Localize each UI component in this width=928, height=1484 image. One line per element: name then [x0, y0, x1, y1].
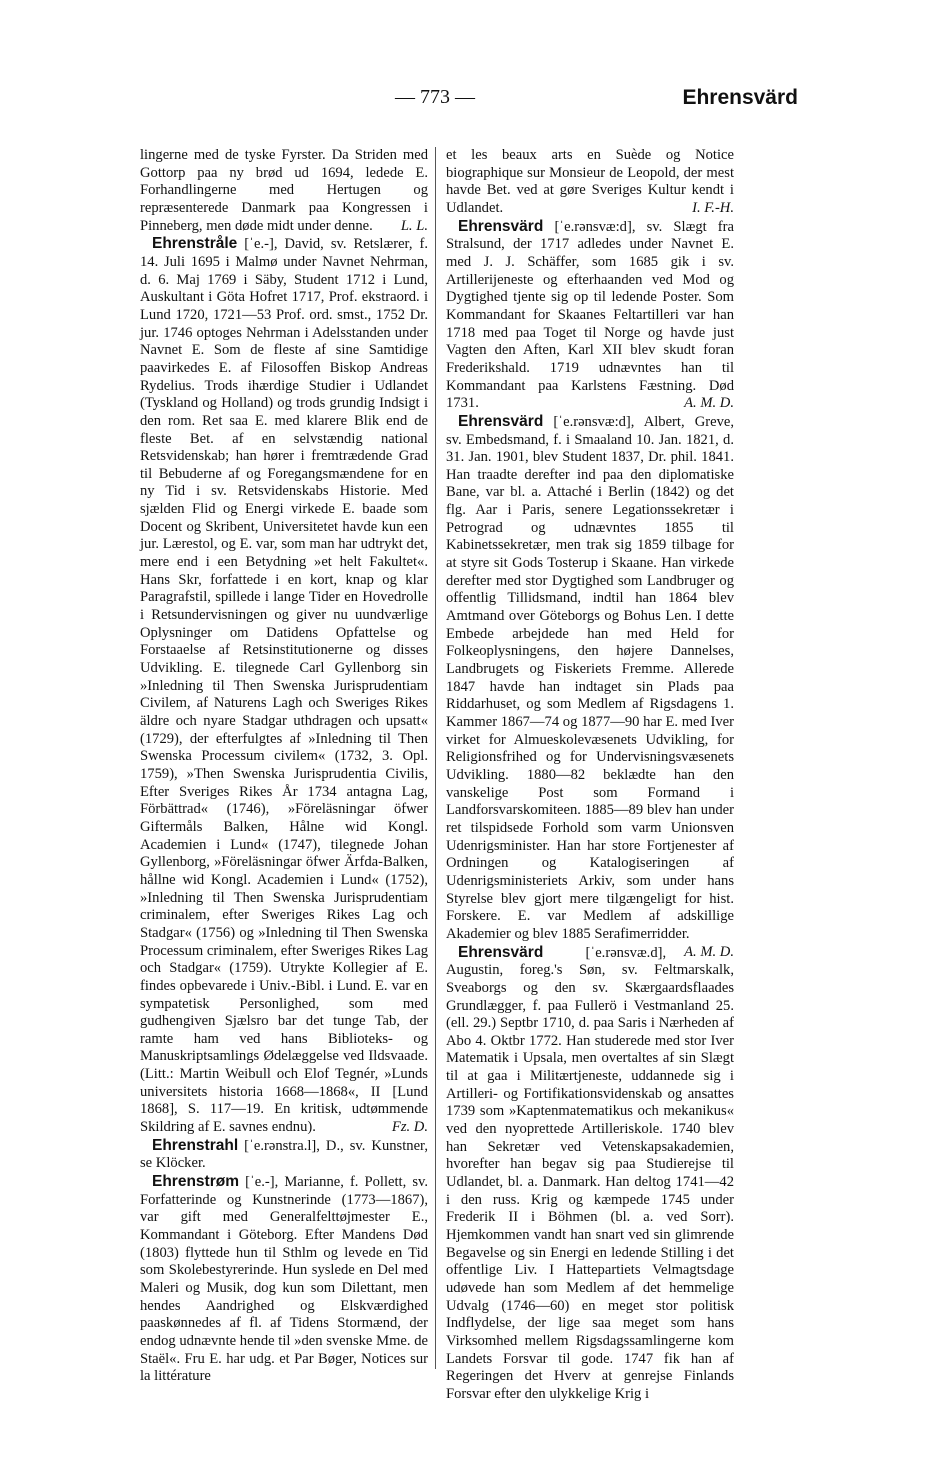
entry-text: [ˈe.rənsvæ.d], Augustin, foreg.'s Søn, sv. Feltmarskalk, Sveaborgs og den sv. Skærgaardsflaades Grundlægger, f. paa Fullerö i Vestmanland 25. (ell. 29.) Septbr 1710, d. paa Saris i Nærheden af Abo 4. Oktbr 1772. Han studerede med stor Iver Matematik i Upsala, men overtaltes af sin Slægt til at gaa i Militærtjeneste, uddannede sig i Artilleri- og Fortifikationsvidenskab og ansattes 1739 som »Kaptenmatematikus och mekanikus« ved den nyoprettede Artilleriskole. 1740 blev han Sekretær ved Vetenskapsakademien, hvorefter han begav sig paa Studierejse til Udlandet, bl. a. Danmark. Han deltog 1741—42 i den russ. Krig og kæmpede 1745 under Frederik II i Böhmen (bl. a. ved Sorr). Hjemkommen vandt han snart ved sin glimrende Begavelse og sin Energi en ledende Stilling i det offentlige Liv. I Hattepartiets Velmagtsdage udøvede han som Medlem af det hemmelige Udvalg (1746—60) en meget stor politisk Indflydelse, der lige saa meget som hans Virksomhed mellem Rigsdagssamlingerne kom Landets Forsvar til gode. 1747 fik han af Regeringen det Hverv at genrejse Finlands Forsvar efter den ulykkelige Krig i [446, 944, 734, 1402]
running-head: Ehrensvärd [682, 86, 798, 109]
entry-text: [ˈe.rənstra.l], D., sv. Kunstner, se Klöcker. [140, 1137, 428, 1172]
entry [140, 1137, 428, 1173]
entry-signature: L. L. [400, 217, 428, 234]
entry-signature: A. M. D. [684, 395, 734, 412]
entry-headword: Ehrensvärd [458, 943, 544, 961]
entry-text: [ˈe.-], Marianne, f. Pollett, sv. Forfatterinde og Kunstnerinde (1773—1867), var gift med Generalfelttøjmester E., Kommandant i Göteborg. Efter Mandens Død (1803) flyttede hun til Sthlm og levede en Tid som Skolebestyrerinde. Hun syslede en Del med Maleri og Musik, dog kun som Dilettant, men hendes Aandrighed og Elskværdighed paaskønnedes af fl. af Tidens Stormænd, der endog udnævnte hende til »den svenske Mme. de Staël«. Fru E. har udg. et Par Bøger, Notices sur la littérature [140, 1174, 428, 1385]
entry [140, 235, 428, 1136]
entry-headword: Ehrensvärd [458, 412, 544, 430]
entry-text: [ˈe.-], David, sv. Retslærer, f. 14. Juli 1695 i Malmø under Navnet Nehrman, d. 6. Maj 1769 i Säby, Student 1712 i Lund, Auskultant i Göta Hofret 1717, Prof. ekstraord. i Lund 1720, 1721—53 Prof. ord. smst., 1752 Dr. jur. 1746 optoges Nehrman i Adelsstanden under Navnet E. Som de fleste af sine Samtidige paavirkedes E. af Filosoffen Biskop Andreas Rydelius. Trods ihærdige Studier i Udlandet (Tyskland og Holland) og trods grundig Indsigt i den rom. Ret saa E. med klarere Blik end de fleste Bet. af en selvstændig national Retsvidenskab; han hører i fremtrædende Grad til Bebuderne af og Foregangsmændene for en ny Tid i sv. Retsvidenskabs Historie. Med sjælden Flid og Energi virkede E. baade som Docent og Skribent, Universitetet havde kun een jur. Lærestol, og E. var, som man har udtrykt det, mere end i een Betydning »et helt Fakultet«. Hans Skr, forfattede i en kort, knap og klar Paragrafstil, spillede i lange Tider en Hovedrolle i Retsundervisningen og giver nu uundværlige Oplysninger om Datidens Opfattelse og Forstaaelse af Retsinstitutionerne og disses Udvikling. E. tilegnede Carl Gyllenborg sin »Inledning til Then Swenska Jurisprudentiam Civilem, af Naturens Lagh och Sweriges Rikes äldre och nyare Stadgar uthdragen och upsatt« (1729), der efterfulgtes af »Inledning til Then Swenska Processum civilem« (1732, 3. Opl. 1759), »Then Swenska Jurisprudentia Civilis, Efter Sveriges Rikes År 1734 antagna Lag, Förbättrad« (1746), »Föreläsningar öfwer Giftermåls Balken, Hålne wid Kongl. Academien i Lund« (1747), tilegnede Johan Gyllenborg, »Föreläsningar öfwer Ärfda-Balken, hållne wid Kongl. Academien i Lund« (1752), »Inledning til Then Swenska Jurisprudentiam criminalem, efter Sweriges Rikes Lag och Stadgar« (1756) og »Inledning til Then Swenska Processum criminalem, efter Sweriges Rikes Lag och Stadgar« (1759). Utrykte Kollegier af E. findes opbevarede i Univ.-Bibl. i Lund. E. var en sympatetisk Personlighed, som med gudhengiven Sjælsro bar det tunge Tab, der ramte ham ved hans Biblioteks- og Manuskriptsamlings Ødelæggelse ved Ildsvaade. (Litt.: Martin Weibull och Elof Tegnér, »Lunds universitets historia 1668—1868«, II [Lund 1868], S. 117—19. En kritisk, udtømmende Skildring af E. savnes endnu). [140, 236, 428, 1136]
entry-text: [ˈe.rənsvæ:d], Albert, Greve, sv. Embedsmand, f. i Smaaland 10. Jan. 1821, d. 31. Jan. 1901, blev Student 1837, Dr. phil. 1841. Han traadte derefter ind paa den diplomatiske Bane, var bl. a. Attaché i Berlin (1842) og det flg. Aar i Paris, senere Legationssekretær i Petrograd og udnævntes 1855 til Kabinetssekretær, men trak sig 1859 tilbage for at styre sit Gods Tosterup i Skaane. Han virkede derefter med stor Dygtighed som Landbruger og offentlig Tillidsmand, indtil han 1864 blev Amtmand over Göteborgs og Bohus Len. I dette Embede arbejdede han med Held for Folkeoplysningens, den højere Dannelses, Landbrugets og Fiskeriets Fremme. Allerede 1847 havde han indtaget sin Plads paa Riddarhuset, og som Medlem af Rigsdagens 1. Kammer 1867—74 og 1877—90 har E. med Iver virket for Almueskolevæsenets Udvikling, for Religionsfrihed og for Undervisningsvæsenets Udvikling. 1880—82 beklædte han den vanskelige Post som Formand i Landforsvarskomiteen. 1885—89 blev han under ret tilspidsede Forhold som varm Unionsven Udenrigsminister. Han har store Fortjenester af Ordningen og Katalogiseringen af Udenrigsministeriets Arkiv, som under hans Styrelse blev gjort mere tilgængeligt for hist. Forskere. E. var Medlem af adskillige Akademier og blev 1885 Serafimerridder. [446, 413, 734, 942]
entry [446, 147, 734, 218]
entry-signature: Fz. D. [391, 1119, 428, 1136]
entry [140, 147, 428, 235]
entry [446, 412, 734, 960]
page-number: — 773 — [395, 86, 475, 108]
entry-text: lingerne med de tyske Fyrster. Da Striden med Gottorp paa ny brød ud 1694, ledede E. Forhandlingerne med Hertugen og repræsenterede Danmark paa Kongressen i Pinneberg, men døde midt under denne. [140, 147, 428, 234]
entry-headword: Ehrensvärd [458, 217, 544, 235]
entry-signature: A. M. D. [684, 943, 734, 960]
column-divider [435, 147, 436, 1369]
entry-headword: Ehrenstråle [152, 235, 238, 253]
entry-text: et les beaux arts en Suède og Notice biographique sur Monsieur de Leopold, der mest havde Bet. ved at gøre Sveriges Kultur kendt i Udlandet. [446, 147, 734, 216]
entry [446, 944, 734, 1404]
page-header [140, 86, 798, 114]
entry-text: [ˈe.rənsvæ:d], sv. Slægt fra Stralsund, der 1717 adledes under Navnet E. med J. J. Schäffer, som 1685 gik i sv. Artillerijeneste og efterhaanden ved Mod og Dygtighed tjente sig op til ledende Poster. Som Kommandant for Skaanes Feltartilleri var han 1718 med paa Toget til Norge og havde just Vagten den Aften, Karl XII blev skudt foran Frederikshald. 1719 udnævntes han til Kommandant paa Karlstens Fæstning. Død 1731. [446, 218, 735, 412]
right-column [446, 147, 734, 1404]
entry-signature: I. F.-H. [692, 199, 734, 216]
entry [140, 1173, 428, 1386]
left-column [140, 147, 428, 1386]
entry [446, 218, 734, 413]
entry-headword: Ehrenstrahl [152, 1136, 239, 1154]
entry-headword: Ehrenstrøm [152, 1173, 239, 1191]
